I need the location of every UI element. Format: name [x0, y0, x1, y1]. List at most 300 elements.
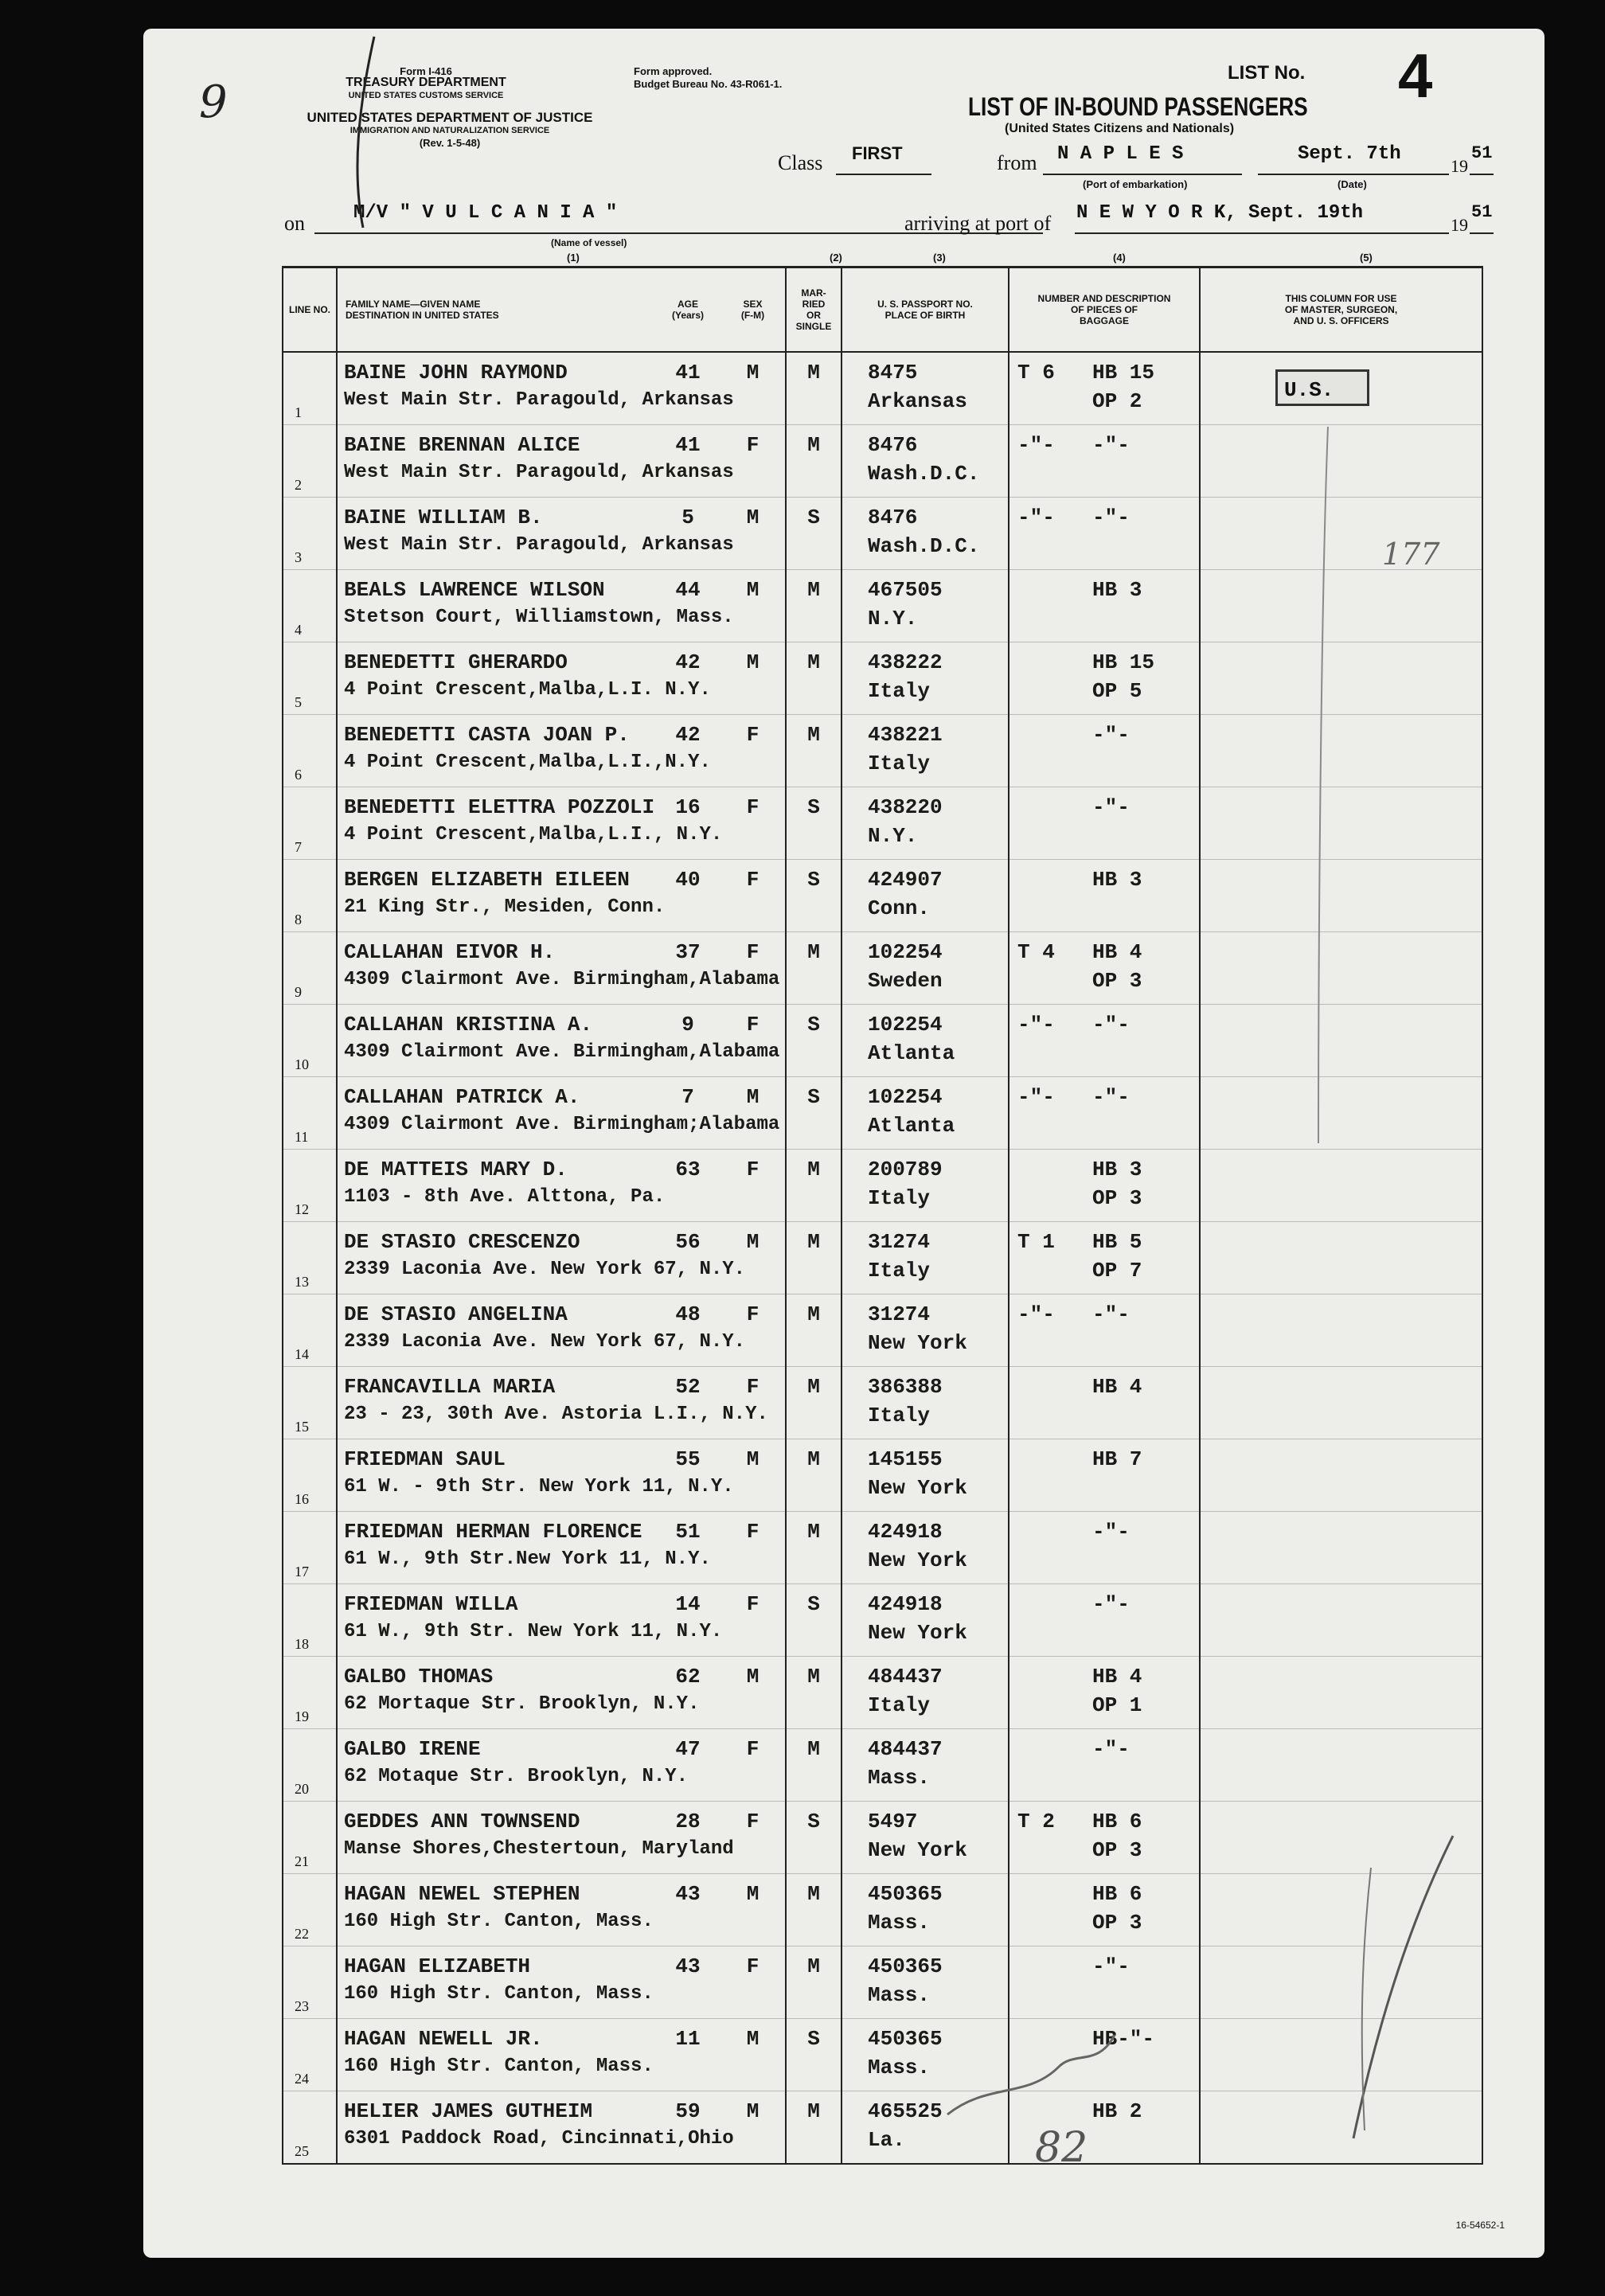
- married-cell: [786, 1222, 842, 1294]
- line-number: 14: [295, 1346, 309, 1362]
- sex: F: [746, 1302, 760, 1326]
- baggage-hand: -"-: [1092, 1954, 1130, 1978]
- date-underline: [1258, 174, 1449, 175]
- age: 63: [675, 1158, 701, 1181]
- baggage-cell: [1009, 1584, 1200, 1657]
- place-of-birth: La.: [868, 2128, 905, 2152]
- destination-address: 4309 Clairmont Ave. Birmingham,Alabama: [344, 1041, 780, 1063]
- sex-cell: [720, 570, 786, 642]
- passenger-name: FRANCAVILLA MARIA: [344, 1375, 556, 1399]
- marital-status: M: [807, 578, 820, 602]
- married-cell: [786, 1584, 842, 1657]
- sex: F: [746, 1592, 760, 1616]
- passport-number: 102254: [868, 1085, 943, 1109]
- destination-address: 160 High Str. Canton, Mass.: [344, 2056, 654, 2077]
- age-cell: [655, 932, 720, 1005]
- table-row: [283, 1294, 1482, 1367]
- sex-cell: [720, 498, 786, 570]
- destination-address: 160 High Str. Canton, Mass.: [344, 1911, 654, 1932]
- baggage-trunks: -"-: [1017, 1013, 1055, 1037]
- baggage-cell: [1009, 1222, 1200, 1294]
- baggage-cell: [1009, 2019, 1200, 2091]
- sex: F: [746, 1158, 760, 1181]
- destination-address: 61 W. - 9th Str. New York 11, N.Y.: [344, 1476, 734, 1497]
- officers-cell: [1200, 787, 1482, 860]
- age-cell: [655, 1947, 720, 2019]
- baggage-hand: -"-: [1092, 1302, 1130, 1326]
- age-cell: [655, 570, 720, 642]
- passport-cell: [842, 1294, 1009, 1367]
- line-number: 11: [295, 1129, 309, 1145]
- marital-status: M: [807, 650, 820, 674]
- list-no-label: LIST No.: [1228, 62, 1306, 84]
- passport-cell: [842, 570, 1009, 642]
- document-title: LIST OF IN-BOUND PASSENGERS: [968, 92, 1308, 121]
- place-of-birth: Italy: [868, 679, 931, 703]
- sex-cell: [720, 1802, 786, 1874]
- line-number-cell: [283, 642, 337, 715]
- passenger-name: FRIEDMAN SAUL: [344, 1447, 506, 1471]
- passenger-name: DE STASIO CRESCENZO: [344, 1230, 580, 1254]
- marital-status: S: [807, 2027, 820, 2051]
- line-number: 13: [295, 1274, 309, 1290]
- baggage-trunks: T 1: [1017, 1230, 1055, 1254]
- sex: F: [746, 940, 760, 964]
- passport-number: 8475: [868, 361, 918, 385]
- age-cell: [655, 1005, 720, 1077]
- sex-cell: [720, 425, 786, 498]
- age: 42: [675, 723, 701, 747]
- table-row: [283, 1512, 1482, 1584]
- passenger-name: CALLAHAN KRISTINA A.: [344, 1013, 593, 1037]
- class-value: FIRST: [852, 143, 903, 163]
- sex-cell: [720, 932, 786, 1005]
- age: 28: [675, 1810, 701, 1833]
- line-number: 4: [295, 622, 302, 638]
- sex: F: [746, 1737, 760, 1761]
- sex-cell: [720, 2091, 786, 2165]
- destination-address: 4309 Clairmont Ave. Birmingham;Alabama: [344, 1114, 780, 1135]
- passport-cell: [842, 1222, 1009, 1294]
- marital-status: M: [807, 1882, 820, 1906]
- baggage-trunks: -"-: [1017, 1085, 1055, 1109]
- officers-cell: [1200, 1947, 1482, 2019]
- table-header-row: [283, 267, 1482, 353]
- married-cell: [786, 1077, 842, 1150]
- year2-underline: [1470, 232, 1494, 234]
- line-number-cell: [283, 1512, 337, 1584]
- form-approved: Form approved.: [634, 65, 713, 77]
- table-row: [283, 1222, 1482, 1294]
- marital-status: M: [807, 1375, 820, 1399]
- line-number-cell: [283, 715, 337, 787]
- embark-caption: (Port of embarkation): [1083, 178, 1188, 190]
- vessel-caption: (Name of vessel): [551, 237, 627, 248]
- port-of-embarkation: N A P L E S: [1057, 143, 1184, 165]
- destination-address: 2339 Laconia Ave. New York 67, N.Y.: [344, 1259, 746, 1280]
- place-of-birth: Italy: [868, 1693, 931, 1717]
- colnum-5: (5): [1360, 252, 1373, 264]
- age-cell: [655, 1439, 720, 1512]
- age-cell: [655, 425, 720, 498]
- age-cell: [655, 715, 720, 787]
- baggage-hand: HB 15: [1092, 650, 1155, 674]
- age: 5: [681, 506, 694, 529]
- passport-number: 438222: [868, 650, 943, 674]
- baggage-hand: HB 2: [1092, 2099, 1142, 2123]
- line-number-cell: [283, 1874, 337, 1947]
- table-row: [283, 1947, 1482, 2019]
- rev-label: (Rev. 1-5-48): [419, 137, 481, 149]
- header-married: MAR- RIED OR SINGLE: [786, 267, 842, 353]
- passport-cell: [842, 2091, 1009, 2165]
- place-of-birth: Atlanta: [868, 1041, 955, 1065]
- place-of-birth: Wash.D.C.: [868, 462, 980, 486]
- line-number: 5: [295, 694, 302, 710]
- baggage-other: OP 3: [1092, 1911, 1142, 1935]
- line-number: 18: [295, 1636, 309, 1652]
- sex: F: [746, 723, 760, 747]
- line-number: 6: [295, 767, 302, 783]
- marital-status: M: [807, 1954, 820, 1978]
- manifest-page: [143, 29, 1544, 2258]
- married-cell: [786, 1657, 842, 1729]
- baggage-other: OP 1: [1092, 1693, 1142, 1717]
- age: 44: [675, 578, 701, 602]
- passenger-name: FRIEDMAN WILLA: [344, 1592, 518, 1616]
- baggage-cell: [1009, 1439, 1200, 1512]
- sex-cell: [720, 1367, 786, 1439]
- line-number-cell: [283, 1222, 337, 1294]
- class-label: Class: [778, 151, 823, 174]
- destination-address: 61 W., 9th Str. New York 11, N.Y.: [344, 1621, 723, 1642]
- table-row: [283, 1874, 1482, 1947]
- sex-cell: [720, 352, 786, 425]
- sex: M: [746, 361, 760, 385]
- passport-number: 31274: [868, 1230, 931, 1254]
- destination-address: 21 King Str., Mesiden, Conn.: [344, 896, 666, 918]
- sex-cell: [720, 1657, 786, 1729]
- baggage-cell: [1009, 570, 1200, 642]
- marital-status: M: [807, 1230, 820, 1254]
- table-row: [283, 860, 1482, 932]
- name-cell: [337, 1150, 666, 1222]
- baggage-other: OP 3: [1092, 969, 1142, 993]
- sex: F: [746, 1375, 760, 1399]
- sex-cell: [720, 1584, 786, 1657]
- line-number-cell: [283, 1077, 337, 1150]
- passenger-name: HAGAN NEWELL JR.: [344, 2027, 543, 2051]
- marital-status: M: [807, 1302, 820, 1326]
- age: 7: [681, 1085, 694, 1109]
- age: 37: [675, 940, 701, 964]
- passport-number: 200789: [868, 1158, 943, 1181]
- passenger-name: GEDDES ANN TOWNSEND: [344, 1810, 580, 1833]
- married-cell: [786, 1874, 842, 1947]
- place-of-birth: N.Y.: [868, 607, 918, 631]
- pencil-bottom-number: 82: [1035, 2124, 1088, 2172]
- destination-address: 6301 Paddock Road, Cincinnati,Ohio: [344, 2128, 734, 2150]
- sex: F: [746, 868, 760, 892]
- place-of-birth: Mass.: [868, 1766, 931, 1790]
- destination-address: 2339 Laconia Ave. New York 67, N.Y.: [344, 1331, 746, 1353]
- passport-number: 145155: [868, 1447, 943, 1471]
- table-row: [283, 498, 1482, 570]
- line-number: 8: [295, 912, 302, 927]
- passport-number: 102254: [868, 1013, 943, 1037]
- sex-cell: [720, 1150, 786, 1222]
- passenger-name: FRIEDMAN HERMAN FLORENCE: [344, 1520, 642, 1544]
- line-number: 1: [295, 404, 302, 420]
- officers-cell: [1200, 860, 1482, 932]
- passport-cell: [842, 1947, 1009, 2019]
- passenger-name: BAINE WILLIAM B.: [344, 506, 543, 529]
- line-number: 19: [295, 1708, 309, 1724]
- vessel-colnum: (1): [567, 252, 580, 264]
- sex: F: [746, 1520, 760, 1544]
- passport-number: 450365: [868, 1882, 943, 1906]
- married-cell: [786, 1439, 842, 1512]
- table-row: [283, 1802, 1482, 1874]
- passport-cell: [842, 787, 1009, 860]
- baggage-cell: [1009, 498, 1200, 570]
- age-cell: [655, 498, 720, 570]
- age: 51: [675, 1520, 701, 1544]
- marital-status: M: [807, 723, 820, 747]
- baggage-hand: -"-: [1092, 1592, 1130, 1616]
- baggage-cell: [1009, 1874, 1200, 1947]
- married-cell: [786, 860, 842, 932]
- age: 59: [675, 2099, 701, 2123]
- passport-number: 424918: [868, 1592, 943, 1616]
- sex-cell: [720, 2019, 786, 2091]
- name-cell: [337, 1947, 655, 2019]
- baggage-cell: [1009, 352, 1200, 425]
- place-of-birth: New York: [868, 1621, 967, 1645]
- sex-cell: [720, 1947, 786, 2019]
- line-number-cell: [283, 1150, 337, 1222]
- married-cell: [786, 352, 842, 425]
- line-number: 20: [295, 1781, 309, 1797]
- passport-number: 8476: [868, 433, 918, 457]
- passport-number: 31274: [868, 1302, 931, 1326]
- line-number-cell: [283, 860, 337, 932]
- passenger-name: CALLAHAN EIVOR H.: [344, 940, 556, 964]
- baggage-cell: [1009, 1294, 1200, 1367]
- arriving-label: arriving at port of: [904, 212, 1052, 235]
- table-row: [283, 1729, 1482, 1802]
- line-number: 21: [295, 1853, 309, 1869]
- ins-label: IMMIGRATION AND NATURALIZATION SERVICE: [350, 126, 550, 135]
- age: 62: [675, 1665, 701, 1689]
- sex: M: [746, 1230, 760, 1254]
- baggage-cell: [1009, 425, 1200, 498]
- sex: M: [746, 1882, 760, 1906]
- age-cell: [655, 1729, 720, 1802]
- sex: F: [746, 1013, 760, 1037]
- customs-service: UNITED STATES CUSTOMS SERVICE: [348, 91, 504, 100]
- line-number-cell: [283, 1802, 337, 1874]
- sex-cell: [720, 1005, 786, 1077]
- header-baggage: NUMBER AND DESCRIPTION OF PIECES OF BAGGAGE: [1009, 267, 1200, 353]
- line-number-cell: [283, 352, 337, 425]
- baggage-hand: -"-: [1092, 1737, 1130, 1761]
- baggage-trunks: -"-: [1017, 1302, 1055, 1326]
- place-of-birth: New York: [868, 1476, 967, 1500]
- sex-cell: [720, 1222, 786, 1294]
- passport-cell: [842, 1584, 1009, 1657]
- officers-cell: [1200, 1222, 1482, 1294]
- marital-status: S: [807, 1085, 820, 1109]
- passport-cell: [842, 2019, 1009, 2091]
- age: 52: [675, 1375, 701, 1399]
- baggage-hand: HB 4: [1092, 1665, 1142, 1689]
- marital-status: M: [807, 1737, 820, 1761]
- destination-address: West Main Str. Paragould, Arkansas: [344, 389, 734, 411]
- line-number-cell: [283, 1294, 337, 1367]
- place-of-birth: Mass.: [868, 1911, 931, 1935]
- line-number-cell: [283, 1729, 337, 1802]
- header-line-no: LINE NO.: [283, 267, 337, 353]
- baggage-cell: [1009, 1367, 1200, 1439]
- baggage-trunks: T 4: [1017, 940, 1055, 964]
- sex: M: [746, 1085, 760, 1109]
- married-cell: [786, 1512, 842, 1584]
- sex-cell: [720, 860, 786, 932]
- baggage-hand: -"-: [1092, 723, 1130, 747]
- place-of-birth: Mass.: [868, 2056, 931, 2079]
- passenger-name: BAINE BRENNAN ALICE: [344, 433, 580, 457]
- passport-cell: [842, 1005, 1009, 1077]
- us-stamp: U.S.: [1275, 369, 1369, 406]
- marital-status: S: [807, 795, 820, 819]
- age-cell: [655, 787, 720, 860]
- baggage-hand: HB 4: [1092, 940, 1142, 964]
- place-of-birth: Italy: [868, 1186, 931, 1210]
- officers-cell: [1200, 2091, 1482, 2165]
- passenger-name: BENEDETTI GHERARDO: [344, 650, 568, 674]
- sex-cell: [720, 1439, 786, 1512]
- list-number: 4: [1398, 41, 1433, 111]
- officers-cell: [1200, 1294, 1482, 1367]
- age: 56: [675, 1230, 701, 1254]
- baggage-cell: [1009, 787, 1200, 860]
- age-cell: [655, 1874, 720, 1947]
- sex-cell: [720, 1077, 786, 1150]
- marital-status: S: [807, 506, 820, 529]
- officers-cell: [1200, 932, 1482, 1005]
- baggage-hand: -"-: [1092, 795, 1130, 819]
- sex: M: [746, 650, 760, 674]
- baggage-cell: [1009, 1150, 1200, 1222]
- line-number: 9: [295, 984, 302, 1000]
- name-cell: [337, 1874, 655, 1947]
- table-row: [283, 642, 1482, 715]
- married-cell: [786, 1150, 842, 1222]
- sex-cell: [720, 1512, 786, 1584]
- sex: M: [746, 1447, 760, 1471]
- destination-address: 4 Point Crescent,Malba,L.I., N.Y.: [344, 824, 723, 845]
- passport-cell: [842, 1729, 1009, 1802]
- sex: M: [746, 1665, 760, 1689]
- line-number: 22: [295, 1926, 309, 1942]
- married-cell: [786, 570, 842, 642]
- age: 55: [675, 1447, 701, 1471]
- line-number-cell: [283, 1439, 337, 1512]
- on-label: on: [284, 212, 305, 235]
- passport-cell: [842, 1077, 1009, 1150]
- destination-address: 1103 - 8th Ave. Alttona, Pa.: [344, 1186, 666, 1208]
- baggage-hand: HB 6: [1092, 1810, 1142, 1833]
- age-cell: [655, 1367, 720, 1439]
- officers-cell: [1200, 715, 1482, 787]
- baggage-hand: -"-: [1092, 433, 1130, 457]
- place-of-birth: Mass.: [868, 1983, 931, 2007]
- budget-bureau: Budget Bureau No. 43-R061-1.: [634, 78, 783, 90]
- passenger-name: GALBO IRENE: [344, 1737, 481, 1761]
- place-of-birth: Arkansas: [868, 389, 967, 413]
- passenger-name: BENEDETTI CASTA JOAN P.: [344, 723, 630, 747]
- baggage-hand: HB 3: [1092, 578, 1142, 602]
- married-cell: [786, 2019, 842, 2091]
- passport-number: 465525: [868, 2099, 943, 2123]
- document-subtitle: (United States Citizens and Nationals): [1005, 122, 1235, 135]
- line-number-cell: [283, 1005, 337, 1077]
- destination-address: 4309 Clairmont Ave. Birmingham,Alabama: [344, 969, 780, 990]
- officers-cell: [1200, 1005, 1482, 1077]
- sex-cell: [720, 1294, 786, 1367]
- passenger-name: DE STASIO ANGELINA: [344, 1302, 568, 1326]
- sex: M: [746, 2099, 760, 2123]
- name-cell: [337, 860, 666, 932]
- officers-cell: [1200, 1584, 1482, 1657]
- place-of-birth: New York: [868, 1548, 967, 1572]
- passenger-table: [282, 266, 1483, 2165]
- age-cell: [655, 352, 720, 425]
- marital-status: S: [807, 1013, 820, 1037]
- destination-address: 61 W., 9th Str.New York 11, N.Y.: [344, 1548, 711, 1570]
- arrival-underline: [1075, 232, 1449, 234]
- baggage-other: OP 7: [1092, 1259, 1142, 1283]
- vessel-name: M/V " V U L C A N I A ": [353, 202, 618, 224]
- baggage-hand: HB 3: [1092, 1158, 1142, 1181]
- baggage-hand: -"-: [1092, 1013, 1130, 1037]
- line-number-cell: [283, 1584, 337, 1657]
- passport-number: 386388: [868, 1375, 943, 1399]
- class-underline: [836, 174, 931, 175]
- destination-address: 62 Mortaque Str. Brooklyn, N.Y.: [344, 1693, 700, 1715]
- year1-suffix: 51: [1471, 143, 1493, 163]
- officers-cell: [1200, 1367, 1482, 1439]
- age: 47: [675, 1737, 701, 1761]
- age: 41: [675, 361, 701, 385]
- sex: F: [746, 795, 760, 819]
- year1-underline: [1470, 174, 1494, 175]
- baggage-hand: -"-: [1092, 506, 1130, 529]
- baggage-other: OP 5: [1092, 679, 1142, 703]
- line-number: 12: [295, 1201, 309, 1217]
- age-cell: [655, 1657, 720, 1729]
- age-cell: [655, 1222, 720, 1294]
- passenger-name: GALBO THOMAS: [344, 1665, 494, 1689]
- destination-address: 160 High Str. Canton, Mass.: [344, 1983, 654, 2005]
- year1-prefix: 19: [1451, 156, 1468, 176]
- baggage-trunks: -"-: [1017, 506, 1055, 529]
- doj-label: UNITED STATES DEPARTMENT OF JUSTICE: [307, 110, 593, 125]
- baggage-hand: HB 7: [1092, 1447, 1142, 1471]
- baggage-cell: [1009, 1729, 1200, 1802]
- line-number-cell: [283, 1947, 337, 2019]
